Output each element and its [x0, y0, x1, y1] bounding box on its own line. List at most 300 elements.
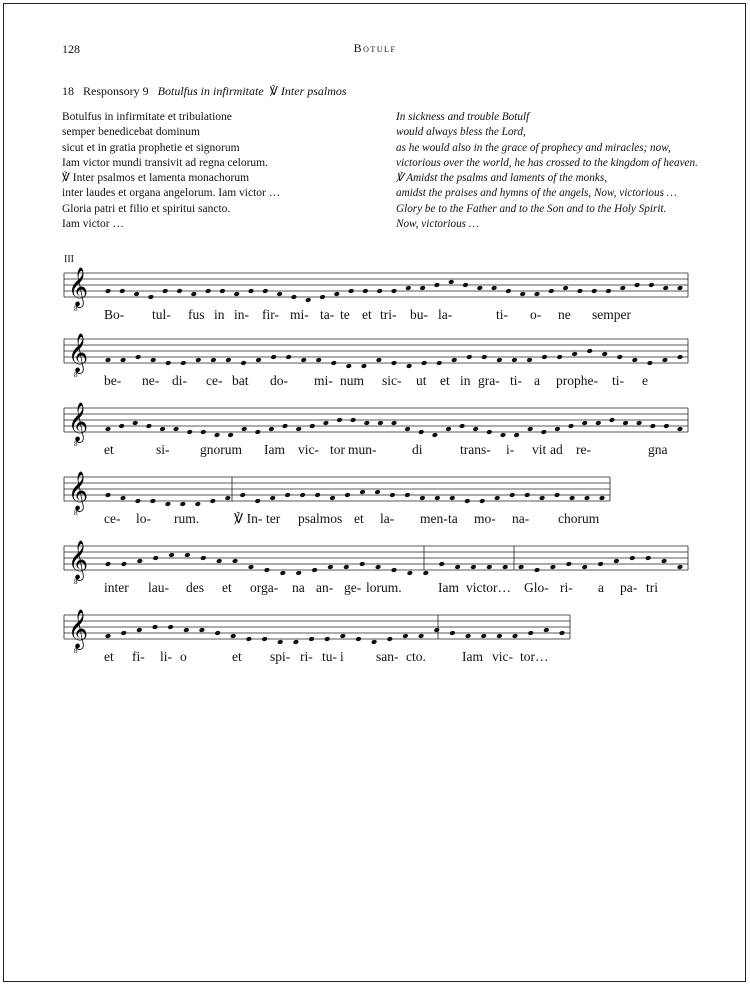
note-head	[494, 495, 501, 501]
octave-marker-icon: 8	[74, 509, 78, 517]
lyric-syllable: Iam	[264, 442, 285, 457]
note-head	[661, 558, 668, 564]
lyric-syllable: la-	[438, 307, 453, 322]
lyric-syllable: ad	[550, 442, 563, 457]
note-head	[120, 495, 127, 501]
treble-clef-icon: 𝄞	[68, 333, 89, 373]
note-head	[282, 423, 289, 429]
note-head	[152, 555, 159, 561]
note-head	[199, 627, 206, 633]
octave-marker-icon: 8	[74, 305, 78, 313]
octave-marker-icon: 8	[74, 371, 78, 379]
lyric-syllable: et	[104, 442, 114, 457]
note-head	[311, 567, 318, 573]
lyric-syllable: prophe-	[556, 373, 598, 388]
note-head	[248, 564, 255, 570]
lyric-syllable: spi-	[270, 649, 291, 664]
note-head	[270, 354, 277, 360]
note-head	[677, 564, 684, 570]
lyric-syllable: num	[340, 373, 365, 388]
note-head	[150, 357, 157, 363]
lyric-syllable: do-	[270, 373, 288, 388]
note-head	[569, 495, 576, 501]
note-head	[344, 492, 351, 498]
note-head	[350, 417, 357, 423]
lyric-syllable: in	[460, 373, 471, 388]
note-head	[295, 570, 302, 576]
lyric-syllable: Glo-	[524, 580, 549, 595]
lyric-syllable: Bo-	[104, 307, 125, 322]
note-head	[391, 420, 398, 426]
lyric-syllable: te	[340, 307, 350, 322]
lyric-syllable: be-	[104, 373, 122, 388]
note-head	[405, 285, 412, 291]
note-head	[432, 432, 439, 438]
note-head	[133, 291, 140, 297]
lyric-syllable: i-	[506, 442, 515, 457]
note-head	[323, 420, 330, 426]
lyric-syllable: di	[412, 442, 423, 457]
note-head	[346, 363, 353, 369]
lyric-syllable: cto.	[406, 649, 426, 664]
note-head	[284, 492, 291, 498]
lyric-syllable: et	[354, 511, 364, 526]
lyric-syllable: et	[232, 649, 242, 664]
latin-text	[62, 110, 280, 232]
note-head	[216, 558, 223, 564]
lyric-syllable: psalmos	[298, 511, 343, 526]
lyric-syllable: fus	[188, 307, 205, 322]
note-head	[477, 285, 484, 291]
lyric-syllable: si-	[156, 442, 170, 457]
note-head	[105, 426, 112, 432]
note-head	[541, 354, 548, 360]
note-head	[591, 288, 598, 294]
note-head	[562, 285, 569, 291]
note-head	[120, 630, 127, 636]
lyric-syllable: ti-	[496, 307, 508, 322]
note-head	[195, 357, 202, 363]
treble-clef-icon: 𝄞	[68, 609, 89, 649]
note-head	[534, 567, 541, 573]
note-head	[268, 426, 275, 432]
lyric-syllable: bat	[232, 373, 249, 388]
note-head	[518, 564, 525, 570]
note-head	[617, 354, 624, 360]
note-head	[136, 627, 143, 633]
mode-label: III	[64, 254, 74, 265]
note-head	[362, 288, 369, 294]
english-line: as he would also in the grace of prophecy and miracles; now,	[396, 141, 671, 154]
lyric-syllable: mun-	[348, 442, 377, 457]
lyric-syllable: a	[598, 580, 604, 595]
note-head	[165, 360, 172, 366]
note-head	[319, 294, 326, 300]
note-head	[359, 489, 366, 495]
note-head	[336, 417, 343, 423]
note-head	[261, 636, 268, 642]
note-head	[348, 288, 355, 294]
lyric-syllable: ti-	[612, 373, 624, 388]
treble-clef-icon: 𝄞	[68, 471, 89, 511]
note-head	[315, 357, 322, 363]
lyrics-line	[0, 307, 750, 327]
note-head	[118, 423, 125, 429]
lyric-syllable: ne	[558, 307, 571, 322]
note-head	[541, 429, 548, 435]
lyrics-line	[0, 373, 750, 393]
note-head	[227, 432, 234, 438]
octave-marker-icon: 8	[74, 440, 78, 448]
lyric-syllable: Iam	[462, 649, 483, 664]
lyric-syllable: lorum.	[366, 580, 402, 595]
note-head	[309, 423, 316, 429]
latin-line: semper benedicebat dominum	[62, 126, 200, 139]
note-head	[119, 288, 126, 294]
note-head	[486, 564, 493, 570]
lyric-syllable: chorum	[558, 511, 600, 526]
note-head	[634, 282, 641, 288]
note-head	[556, 354, 563, 360]
lyric-syllable: bu-	[410, 307, 428, 322]
note-head	[225, 495, 232, 501]
lyric-syllable: la-	[380, 511, 395, 526]
latin-line: ℣ Inter psalmos et lamenta monachorum	[62, 172, 250, 185]
note-head	[246, 636, 253, 642]
note-head	[645, 555, 652, 561]
note-head	[168, 552, 175, 558]
lyric-syllable: ut	[416, 373, 427, 388]
lyric-syllable: tor	[330, 442, 345, 457]
lyric-syllable: lo-	[136, 511, 151, 526]
lyric-syllable: vit	[532, 442, 547, 457]
note-head	[276, 291, 283, 297]
note-head	[280, 570, 287, 576]
note-head	[571, 351, 578, 357]
note-head	[418, 633, 425, 639]
versicle-incipit: Inter psalmos	[280, 84, 347, 98]
note-head	[434, 282, 441, 288]
note-head	[470, 564, 477, 570]
note-head	[505, 288, 512, 294]
note-head	[449, 495, 456, 501]
note-head	[554, 426, 561, 432]
lyric-syllable: li-	[160, 649, 172, 664]
note-head	[285, 354, 292, 360]
lyric-syllable: et	[440, 373, 450, 388]
note-head	[180, 360, 187, 366]
note-head	[445, 426, 452, 432]
note-head	[195, 501, 202, 507]
lyric-syllable: et	[104, 649, 114, 664]
note-head	[584, 495, 591, 501]
note-head	[449, 630, 456, 636]
lyric-syllable: des	[186, 580, 204, 595]
lyric-syllable: di-	[172, 373, 187, 388]
latin-line: sicut et in gratia prophetie et signorum	[62, 141, 240, 154]
note-head	[599, 495, 606, 501]
note-head	[376, 357, 383, 363]
note-head	[148, 294, 155, 300]
lyrics-line	[0, 580, 750, 600]
running-head: Botulf	[353, 41, 397, 55]
note-head	[329, 495, 336, 501]
note-head	[200, 429, 207, 435]
note-head	[343, 564, 350, 570]
treble-clef-icon: 𝄞	[68, 267, 89, 307]
note-head	[662, 357, 669, 363]
note-head	[165, 501, 172, 507]
lyric-syllable: gra-	[478, 373, 500, 388]
lyric-syllable: vic-	[298, 442, 319, 457]
note-head	[402, 633, 409, 639]
note-head	[648, 282, 655, 288]
note-head	[406, 363, 413, 369]
note-head	[448, 279, 455, 285]
lyric-syllable: men-	[420, 511, 448, 526]
note-head	[291, 294, 298, 300]
lyric-syllable: inter	[104, 580, 129, 595]
latin-line: Iam victor mundi transivit ad regna celorum.	[62, 156, 268, 169]
note-head	[472, 426, 479, 432]
note-head	[586, 348, 593, 354]
note-head	[519, 291, 526, 297]
note-head	[176, 288, 183, 294]
note-head	[159, 426, 166, 432]
responsory-label: Responsory 9	[83, 84, 149, 98]
note-head	[105, 492, 112, 498]
treble-clef-icon: 𝄞	[68, 402, 89, 442]
lyric-syllable: tor…	[520, 649, 549, 664]
note-head	[526, 357, 533, 363]
responsory-incipit: Botulfus in infirmitate	[157, 84, 264, 98]
lyric-syllable: e	[642, 373, 648, 388]
note-head	[404, 492, 411, 498]
lyrics-line	[0, 649, 750, 669]
note-head	[327, 564, 334, 570]
note-head	[389, 492, 396, 498]
note-head	[539, 495, 546, 501]
note-head	[254, 498, 261, 504]
octave-marker-icon: 8	[74, 647, 78, 655]
note-head	[662, 285, 669, 291]
note-head	[269, 495, 276, 501]
lyric-syllable: mo-	[474, 511, 496, 526]
lyric-syllable: ti-	[510, 373, 522, 388]
note-head	[334, 291, 341, 297]
lyric-syllable: pa-	[620, 580, 638, 595]
note-head	[480, 633, 487, 639]
lyric-syllable: o-	[530, 307, 542, 322]
lyric-syllable: re-	[576, 442, 591, 457]
note-head	[248, 288, 255, 294]
note-head	[364, 420, 371, 426]
note-head	[183, 627, 190, 633]
note-head	[601, 351, 608, 357]
note-head	[233, 291, 240, 297]
lyric-syllable: na-	[512, 511, 530, 526]
note-head	[527, 426, 534, 432]
lyric-syllable: tul-	[152, 307, 171, 322]
note-head	[184, 552, 191, 558]
note-head	[581, 564, 588, 570]
lyric-syllable: ce-	[206, 373, 223, 388]
english-line: amidst the praises and hymns of the angels, Now, victorious …	[396, 187, 677, 200]
note-head	[305, 297, 312, 303]
note-head	[121, 561, 128, 567]
lyric-syllable: rum.	[174, 511, 200, 526]
lyric-syllable: et	[222, 580, 232, 595]
responsory-title	[62, 84, 347, 99]
note-head	[500, 432, 507, 438]
note-head	[191, 291, 198, 297]
note-head	[459, 423, 466, 429]
english-line: In sickness and trouble Botulf	[396, 111, 530, 123]
note-head	[421, 360, 428, 366]
lyric-syllable: orga-	[250, 580, 279, 595]
english-line: Now, victorious …	[396, 218, 479, 231]
note-head	[577, 288, 584, 294]
note-head	[180, 501, 187, 507]
lyric-syllable: ge-	[344, 580, 362, 595]
note-head	[462, 282, 469, 288]
note-head	[135, 354, 142, 360]
lyric-syllable: fir-	[262, 307, 279, 322]
note-head	[496, 357, 503, 363]
note-head	[230, 633, 237, 639]
note-head	[374, 489, 381, 495]
lyric-syllable: lau-	[148, 580, 169, 595]
lyric-syllable: in	[214, 307, 225, 322]
note-head	[300, 357, 307, 363]
note-head	[391, 360, 398, 366]
lyric-syllable: o	[180, 649, 187, 664]
english-line: ℣ Amidst the psalms and laments of the monks,	[396, 172, 607, 185]
note-head	[295, 426, 302, 432]
note-head	[210, 357, 217, 363]
note-head	[677, 354, 684, 360]
lyric-syllable: vic-	[492, 649, 513, 664]
lyric-syllable: gna	[648, 442, 668, 457]
latin-line: Gloria patri et filio et spiritui sancto.	[62, 202, 231, 215]
note-head	[371, 639, 378, 645]
lyric-syllable: an-	[316, 580, 334, 595]
note-head	[314, 492, 321, 498]
latin-line: Botulfus in infirmitate et tribulatione	[62, 111, 232, 123]
note-head	[225, 357, 232, 363]
lyric-syllable: ri-	[560, 580, 573, 595]
note-head	[434, 495, 441, 501]
note-head	[331, 360, 338, 366]
note-head	[650, 423, 657, 429]
note-head	[465, 633, 472, 639]
note-head	[479, 498, 486, 504]
note-head	[205, 288, 212, 294]
note-head	[293, 639, 300, 645]
note-head	[219, 288, 226, 294]
note-head	[543, 627, 550, 633]
note-head	[595, 420, 602, 426]
english-line: victorious over the world, he has crossed to the kingdom of heaven.	[396, 156, 698, 169]
lyric-syllable: tri	[646, 580, 658, 595]
note-head	[255, 429, 262, 435]
note-head	[255, 357, 262, 363]
note-head	[391, 288, 398, 294]
note-head	[534, 291, 541, 297]
note-head	[377, 420, 384, 426]
note-head	[262, 288, 269, 294]
note-head	[105, 561, 112, 567]
note-head	[361, 363, 368, 369]
note-head	[132, 420, 139, 426]
note-head	[502, 564, 509, 570]
note-head	[509, 492, 516, 498]
note-head	[554, 492, 561, 498]
note-head	[419, 285, 426, 291]
note-head	[581, 420, 588, 426]
note-head	[513, 432, 520, 438]
lyric-syllable: ta-	[320, 307, 335, 322]
lyric-syllable: fi-	[132, 649, 145, 664]
note-head	[152, 624, 159, 630]
note-head	[308, 636, 315, 642]
note-head	[137, 558, 144, 564]
note-head	[481, 354, 488, 360]
note-head	[434, 627, 441, 633]
lyric-syllable: i	[340, 649, 344, 664]
note-head	[167, 624, 174, 630]
note-head	[464, 498, 471, 504]
note-head	[491, 285, 498, 291]
note-head	[200, 555, 207, 561]
lyric-syllable: ne-	[142, 373, 160, 388]
note-head	[407, 570, 414, 576]
lyric-syllable: victor…	[466, 580, 511, 595]
latin-line: Iam victor …	[62, 218, 124, 231]
note-head	[299, 492, 306, 498]
lyric-syllable: sic-	[382, 373, 402, 388]
note-head	[632, 357, 639, 363]
note-head	[419, 495, 426, 501]
lyric-syllable: san-	[376, 649, 399, 664]
note-head	[622, 420, 629, 426]
treble-clef-icon: 𝄞	[68, 540, 89, 580]
latin-line: inter laudes et organa angelorum. Iam victor …	[62, 187, 281, 200]
note-head	[324, 636, 331, 642]
lyric-syllable: tu-	[322, 649, 337, 664]
english-translation	[396, 110, 698, 232]
note-head	[264, 567, 271, 573]
note-head	[186, 429, 193, 435]
lyric-syllable: semper	[592, 307, 631, 322]
lyric-syllable: na	[292, 580, 305, 595]
lyric-syllable: tri-	[380, 307, 397, 322]
lyric-syllable: mi-	[290, 307, 309, 322]
note-head	[663, 423, 670, 429]
note-head	[677, 285, 684, 291]
note-head	[214, 432, 221, 438]
note-head	[146, 423, 153, 429]
note-head	[423, 570, 430, 576]
note-head	[550, 564, 557, 570]
note-head	[277, 639, 284, 645]
note-head	[105, 633, 112, 639]
note-head	[239, 492, 246, 498]
note-head	[376, 288, 383, 294]
lyric-syllable: Iam	[438, 580, 459, 595]
page-number: 128	[62, 42, 80, 56]
note-head	[568, 423, 575, 429]
